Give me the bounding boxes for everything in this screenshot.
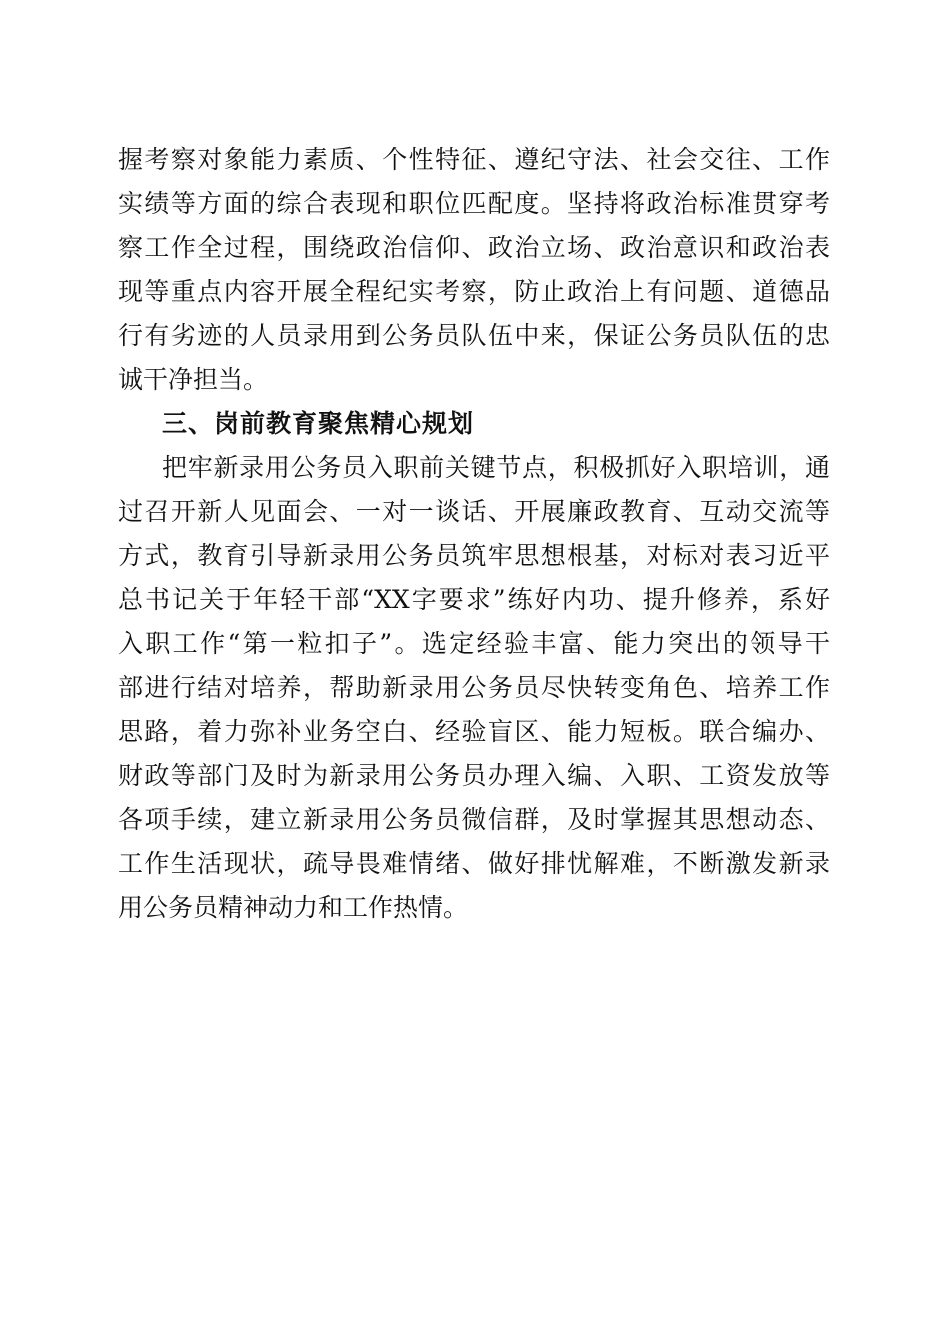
text-line: 方式，教育引导新录用公务员筑牢思想根基，对标对表习近平	[118, 541, 830, 570]
text-line: 握考察对象能力素质、个性特征、遵纪守法、社会交往、工作	[118, 145, 830, 174]
text-line: 实绩等方面的综合表现和职位匹配度。坚持将政治标准贯穿考	[118, 189, 830, 218]
text-line: 察工作全过程，围绕政治信仰、政治立场、政治意识和政治表	[118, 233, 830, 262]
text-line: 用公务员精神动力和工作热情。	[118, 893, 469, 922]
text-line: 过召开新人见面会、一对一谈话、开展廉政教育、互动交流等	[118, 497, 830, 526]
text-line: 总书记关于年轻干部“XX字要求”练好内功、提升修养，系好	[118, 585, 830, 614]
text-line: 行有劣迹的人员录用到公务员队伍中来，保证公务员队伍的忠	[118, 321, 830, 350]
text-line: 把牢新录用公务员入职前关键节点，积极抓好入职培训，通	[162, 453, 830, 482]
paragraph-continued	[118, 138, 830, 402]
text-line: 入职工作“第一粒扣子”。选定经验丰富、能力突出的领导干	[118, 629, 830, 658]
text-line: 财政等部门及时为新录用公务员办理入编、入职、工资发放等	[118, 761, 830, 790]
section-heading: 三、岗前教育聚焦精心规划	[162, 409, 475, 438]
text-line: 现等重点内容开展全程纪实考察，防止政治上有问题、道德品	[118, 277, 830, 306]
text-line: 部进行结对培养，帮助新录用公务员尽快转变角色、培养工作	[118, 673, 830, 702]
text-line: 思路，着力弥补业务空白、经验盲区、能力短板。联合编办、	[118, 717, 830, 746]
document-body	[118, 138, 830, 930]
section-paragraph	[118, 446, 830, 930]
text-line: 各项手续，建立新录用公务员微信群，及时掌握其思想动态、	[118, 805, 830, 834]
text-line: 诚干净担当。	[118, 365, 269, 394]
text-line: 工作生活现状，疏导畏难情绪、做好排忧解难，不断激发新录	[118, 849, 830, 878]
